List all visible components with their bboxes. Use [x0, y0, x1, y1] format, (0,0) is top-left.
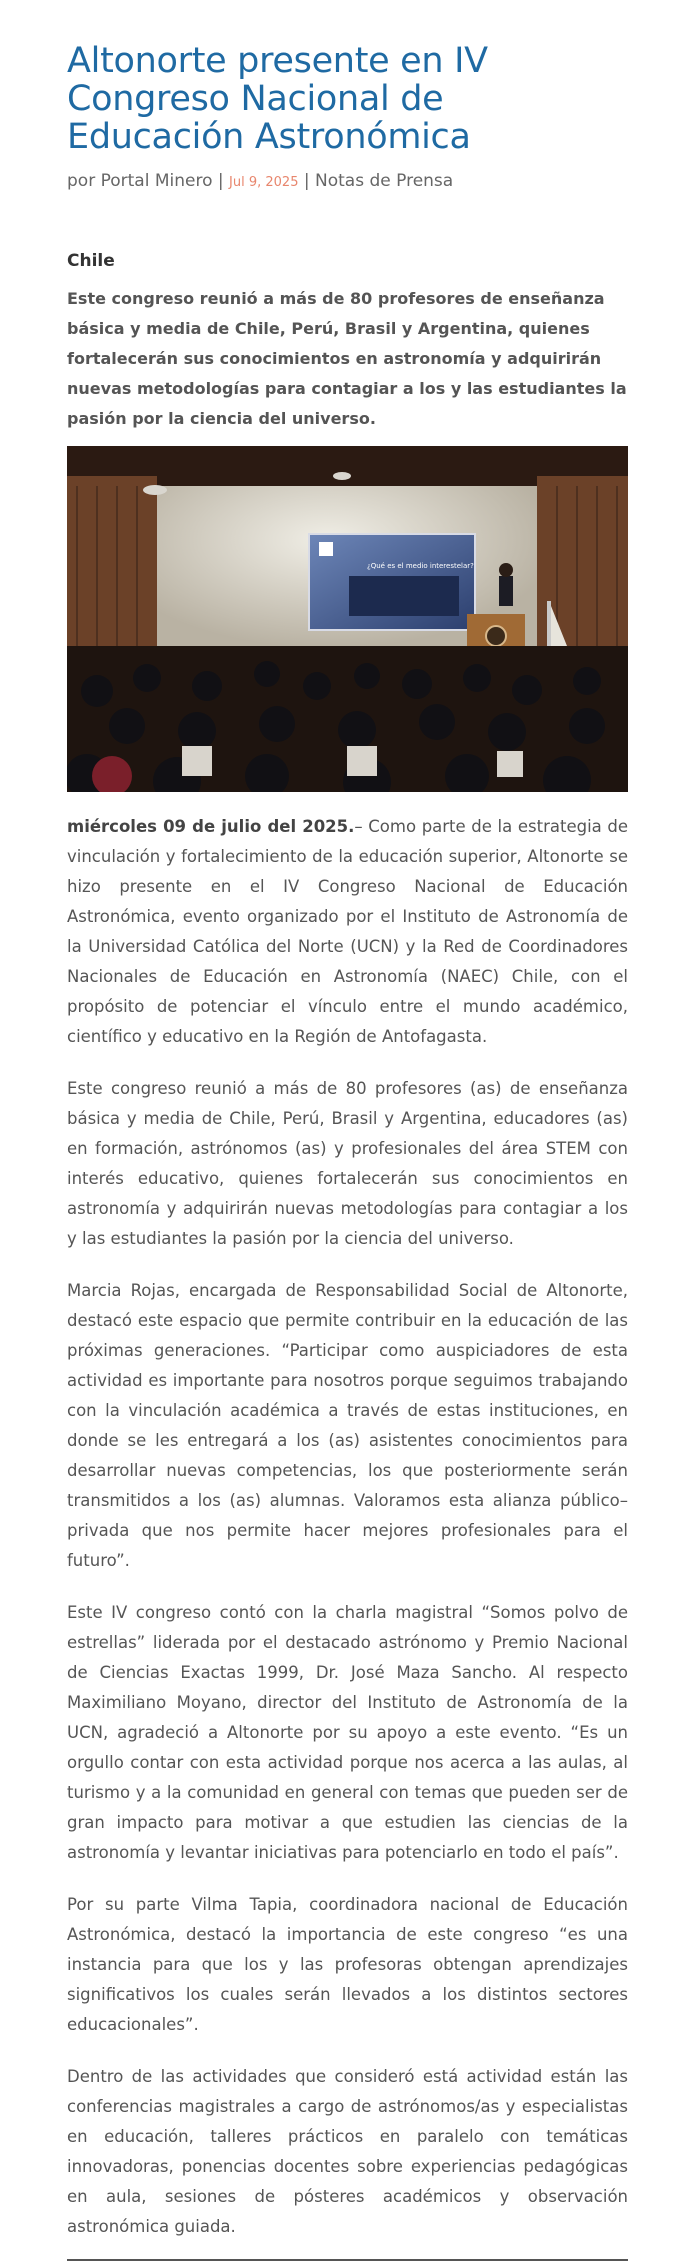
slide-title: ¿Qué es el medio interestelar? — [367, 562, 474, 570]
article-paragraph: Dentro de las actividades que consideró está actividad están las conferencias magistrales a cargo de astrónomos/as y especialistas en educación, talleres prácticos en paralelo con temáticas innovadoras, ponencias docentes sobre experiencias pedagógicas en aula, sesiones de pósteres académicos y observación astronómica guiada. — [67, 2067, 628, 2236]
article-paragraph: Por su parte Vilma Tapia, coordinadora nacional de Educación Astronómica, destacó la importancia de este congreso “es una instancia para que los y las profesoras obtengan aprendizajes significativos los cuales serán llevados a los distintos sectores educacionales”. — [67, 1895, 628, 2034]
country-label: Chile — [67, 251, 115, 271]
article-photo — [67, 446, 628, 792]
article-title: Altonorte presente en IV Congreso Nacional de Educación Astronómica — [67, 41, 488, 157]
paragraph-text: – Como parte de la estrategia de vinculación y fortalecimiento de la educación superior, Altonorte se hizo presente en el IV Congreso Nacional de Educación Astronómica, evento organizado por el Instituto de Astronomía de la Universidad Católica del Norte (UCN) y la Red de Coordinadores Nacionales de Educación en Astronomía (NAEC) Chile, con el propósito de potenciar el vínculo entre el mundo académico, científico y educativo en la Región de Antofagasta. — [67, 817, 629, 1046]
article-meta — [67, 170, 628, 194]
article-paragraph: Este IV congreso contó con la charla magistral “Somos polvo de estrellas” liderada por el destacado astrónomo y Premio Nacional de Ciencias Exactas 1999, Dr. José Maza Sancho. Al respecto Maximiliano Moyano, director del Instituto de Astronomía de la UCN, agradeció a Altonorte por su apoyo a este evento. “Es un orgullo contar con esta actividad porque nos acerca a las aulas, al turismo y a la comunidad en general con temas que pueden ser de gran impacto para motivar a que estudien las ciencias de la astronomía y levantar iniciativas para potenciarlo en todo el país”. — [67, 1603, 628, 1862]
article-paragraph — [67, 812, 628, 1052]
meta-separator: | — [303, 171, 310, 191]
category-link[interactable]: Notas de Prensa — [315, 171, 454, 191]
article — [67, 42, 628, 2242]
article-lead: Este congreso reunió a más de 80 profesores de enseñanza básica y media de Chile, Perú, Brasil y Argentina, quienes fortalecerán sus conocimientos en astronomía y adquirirán nuevas metodologías para contagiar a los y las estudiantes la pasión por la ciencia del universo. — [67, 289, 627, 428]
article-paragraph: Marcia Rojas, encargada de Responsabilidad Social de Altonorte, destacó este espacio que permite contribuir en la educación de las próximas generaciones. “Participar como auspiciadores de esta actividad es importante para nosotros porque seguimos trabajando con la vinculación académica a través de estas instituciones, en donde se les entregará a los (as) asistentes conocimientos para desarrollar nuevas competencias, los que posteriormente serán transmitidos a los (as) alumnas. Valoramos esta alianza público–privada que nos permite hacer mejores profesionales para el futuro”. — [67, 1281, 628, 1570]
author-link[interactable]: por Portal Minero — [67, 171, 213, 191]
divider — [67, 2259, 628, 2261]
auditorium-photo — [67, 446, 628, 792]
publish-date: Jul 9, 2025 — [229, 175, 299, 190]
article-dateline: miércoles 09 de julio del 2025. — [67, 817, 355, 836]
meta-separator: | — [217, 171, 224, 191]
article-paragraph: Este congreso reunió a más de 80 profesores (as) de enseñanza básica y media de Chile, Perú, Brasil y Argentina, educadores (as) en formación, astrónomos (as) y profesionales del área STEM con interés educativo, quienes fortalecerán sus conocimientos en astronomía y adquirirán nuevas metodologías para contagiar a los y las estudiantes la pasión por la ciencia del universo. — [67, 1079, 628, 1248]
